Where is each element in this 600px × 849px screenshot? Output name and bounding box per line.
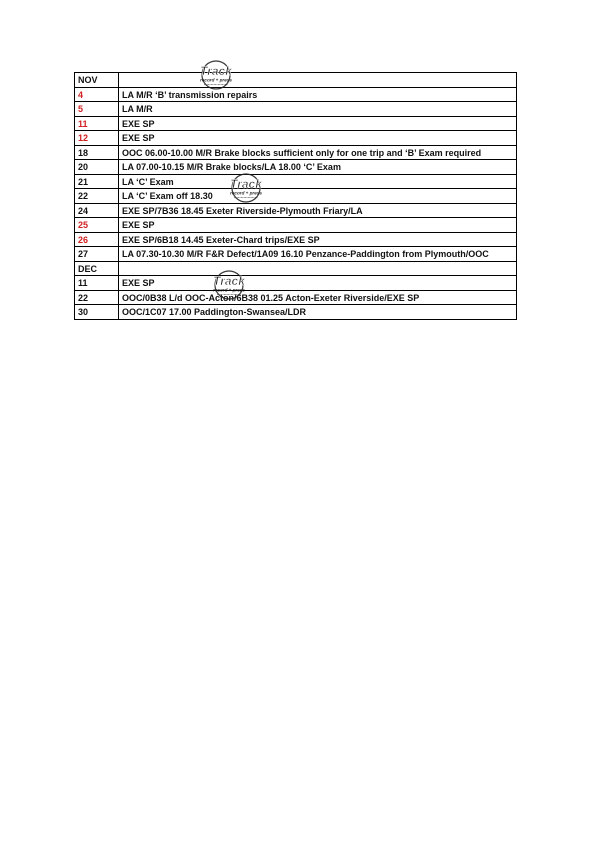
day-cell: 22	[75, 189, 119, 204]
day-cell: 20	[75, 160, 119, 175]
day-cell: 25	[75, 218, 119, 233]
day-cell: 22	[75, 290, 119, 305]
day-cell: 11	[75, 276, 119, 291]
entry-cell: OOC 06.00-10.00 M/R Brake blocks sufficient only for one trip and ‘B’ Exam required	[119, 145, 517, 160]
entry-cell: LA ‘C’ Exam	[119, 174, 517, 189]
table-row	[75, 276, 517, 291]
entry-cell: EXE SP	[119, 131, 517, 146]
entry-cell: OOC/0B38 L/d OOC-Acton/6B38 01.25 Acton-Exeter Riverside/EXE SP	[119, 290, 517, 305]
entry-cell: EXE SP/6B18 14.45 Exeter-Chard trips/EXE SP	[119, 232, 517, 247]
table-row	[75, 131, 517, 146]
entry-cell: LA M/R ‘B’ transmission repairs	[119, 87, 517, 102]
day-cell: 11	[75, 116, 119, 131]
table-row	[75, 189, 517, 204]
month-header-row	[75, 261, 517, 276]
entry-cell: LA ‘C’ Exam off 18.30	[119, 189, 517, 204]
month-label: NOV	[75, 73, 119, 88]
table-row	[75, 145, 517, 160]
entry-cell: LA M/R	[119, 102, 517, 117]
table-row	[75, 247, 517, 262]
day-cell: 18	[75, 145, 119, 160]
table-row	[75, 160, 517, 175]
entry-cell: LA 07.30-10.30 M/R F&R Defect/1A09 16.10 Penzance-Paddington from Plymouth/OOC	[119, 247, 517, 262]
locomotive-diary-table	[74, 72, 517, 320]
entry-cell: EXE SP/7B36 18.45 Exeter Riverside-Plymouth Friary/LA	[119, 203, 517, 218]
day-cell: 12	[75, 131, 119, 146]
table-row	[75, 218, 517, 233]
entry-cell: LA 07.00-10.15 M/R Brake blocks/LA 18.00 ‘C’ Exam	[119, 160, 517, 175]
day-cell: 24	[75, 203, 119, 218]
table-row	[75, 102, 517, 117]
entry-cell: EXE SP	[119, 116, 517, 131]
day-cell: 4	[75, 87, 119, 102]
entry-cell: EXE SP	[119, 218, 517, 233]
day-cell: 5	[75, 102, 119, 117]
month-label: DEC	[75, 261, 119, 276]
table-row	[75, 116, 517, 131]
day-cell: 21	[75, 174, 119, 189]
watermark-title: Track	[230, 177, 262, 191]
day-cell: 26	[75, 232, 119, 247]
month-header-row	[75, 73, 517, 88]
day-cell: 30	[75, 305, 119, 320]
watermark-title: Track	[213, 274, 245, 288]
diary-table-body	[75, 73, 517, 320]
entry-cell: OOC/1C07 17.00 Paddington-Swansea/LDR	[119, 305, 517, 320]
watermark-subtitle: record + press	[200, 77, 232, 83]
table-row	[75, 290, 517, 305]
table-row	[75, 174, 517, 189]
watermark-subtitle: record + press	[230, 190, 262, 196]
table-row	[75, 87, 517, 102]
watermark-title: Track	[200, 64, 232, 78]
table-row	[75, 203, 517, 218]
table-row	[75, 305, 517, 320]
table-row	[75, 232, 517, 247]
month-header-blank	[119, 261, 517, 276]
entry-cell: EXE SP	[119, 276, 517, 291]
watermark-subtitle: record + press	[213, 287, 245, 293]
day-cell: 27	[75, 247, 119, 262]
month-header-blank	[119, 73, 517, 88]
